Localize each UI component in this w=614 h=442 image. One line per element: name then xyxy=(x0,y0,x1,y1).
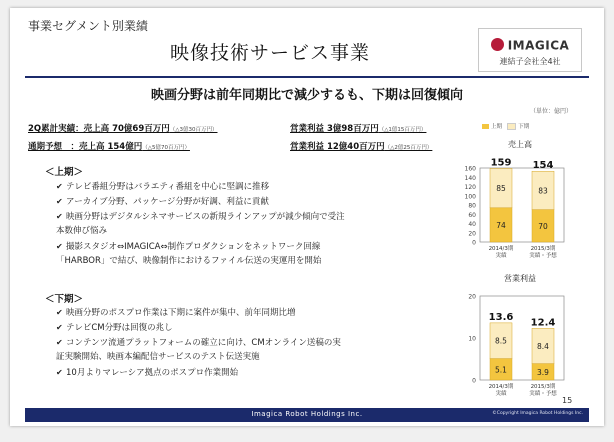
bullet-text: 本数伸び悩み xyxy=(56,226,108,236)
checkmark-icon: ✔ xyxy=(56,308,63,317)
bullet-text: 映画分野はデジタルシネマサービスの新規ラインアップが減少傾向で受注 xyxy=(66,212,345,222)
bullet-text: 撮影スタジオ⇔IMAGICA⇔制作プロダクションをネットワーク回線 xyxy=(66,242,321,252)
summary-q2-sales-note: （△3億30百万円） xyxy=(169,127,218,133)
checkmark-icon: ✔ xyxy=(56,212,63,221)
summary-fy-sales-note: （△5億70百万円） xyxy=(142,145,190,151)
page-number: 15 xyxy=(562,396,573,405)
headline: 映画分野は前年同期比で減少するも、下期は回復傾向 xyxy=(150,88,463,103)
checkmark-icon: ✔ xyxy=(56,323,63,332)
legend-second-swatch xyxy=(507,123,516,130)
bullet-text: テレビCM分野は回復の兆し xyxy=(66,323,173,333)
company-logo xyxy=(478,28,582,72)
legend-first-label: 上期 xyxy=(491,124,503,130)
bullet-text: アーカイブ分野、パッケージ分野が好調、利益に貢献 xyxy=(66,197,269,207)
summary-fy-op-note: （△2億25百万円） xyxy=(384,145,433,151)
header-divider xyxy=(25,76,589,78)
checkmark-icon: ✔ xyxy=(56,368,63,377)
chart-legend xyxy=(482,122,562,134)
y-tick-label: 0 xyxy=(472,239,476,247)
legend-first-swatch xyxy=(482,124,489,129)
bullet-text: 「HARBOR」で結び、映像制作におけるファイル伝送の実運用を開始 xyxy=(56,256,322,266)
sales-chart xyxy=(454,158,594,266)
bullet-item xyxy=(56,209,345,225)
y-tick-label: 40 xyxy=(468,221,476,228)
data-label-first-half: 3.9 xyxy=(537,367,549,377)
summary-fy-sales: 通期予想 ：売上高 154億円 xyxy=(28,142,143,152)
data-label-total: 154 xyxy=(532,160,554,172)
data-label-total: 13.6 xyxy=(488,311,514,323)
data-label-second-half: 8.4 xyxy=(537,341,549,351)
summary-fy-op xyxy=(290,140,432,152)
footer-bar xyxy=(25,408,589,422)
bullet-text: テレビ番組分野はバラエティ番組を中心に堅調に推移 xyxy=(66,182,270,192)
bullet-item xyxy=(56,320,173,336)
legend-second-label: 下期 xyxy=(518,124,530,130)
second-half-heading: ＜下期＞ xyxy=(45,294,84,305)
bullet-item-continuation xyxy=(56,254,321,269)
breadcrumb: 事業セグメント別業績 xyxy=(28,19,148,33)
summary-fy xyxy=(28,140,190,152)
imagica-logo-icon xyxy=(491,38,504,51)
data-label-second-half: 8.5 xyxy=(495,336,507,346)
category-label: 2015/3期実績・予想 xyxy=(529,246,557,259)
bullet-item-continuation xyxy=(56,224,107,239)
bullet-text: 証実験開始、映画本編配信サービスのテスト伝送実施 xyxy=(56,352,260,362)
footer-company: Imagica Robot Holdings Inc. xyxy=(251,410,363,418)
logo-name: IMAGICA xyxy=(507,38,570,53)
bullet-text: 映画分野のポスプロ作業は下期に案件が集中、前年同期比増 xyxy=(66,308,296,318)
data-label-total: 12.4 xyxy=(530,317,556,329)
bullet-item-continuation xyxy=(56,350,260,365)
bullet-item xyxy=(56,365,238,381)
y-tick-label: 100 xyxy=(464,193,476,201)
checkmark-icon: ✔ xyxy=(56,338,63,347)
data-label-second-half: 83 xyxy=(538,186,548,196)
data-label-total: 159 xyxy=(490,158,512,169)
bullet-item xyxy=(56,305,296,321)
y-tick-label: 0 xyxy=(472,377,476,385)
checkmark-icon: ✔ xyxy=(56,197,63,206)
summary-fy-op-profit: 営業利益 12億40百万円 xyxy=(290,142,385,152)
y-tick-label: 60 xyxy=(468,211,476,219)
category-label: 2014/3期実績 xyxy=(488,384,514,397)
category-label: 2015/3期実績・予想 xyxy=(529,384,557,397)
op-chart xyxy=(454,288,594,400)
first-half-heading: ＜上期＞ xyxy=(45,167,84,178)
y-tick-label: 140 xyxy=(464,174,476,182)
data-label-first-half: 5.1 xyxy=(495,365,507,375)
op-chart-title: 営業利益 xyxy=(504,274,536,283)
bullet-text: 10月よりマレーシア拠点のポスプロ作業開始 xyxy=(66,368,239,378)
data-label-second-half: 85 xyxy=(496,184,506,194)
data-label-first-half: 74 xyxy=(496,220,506,230)
bullet-text: コンテンツ流通プラットフォームの確立に向け、CMオンライン送稿の実 xyxy=(66,338,341,348)
bullet-item xyxy=(56,239,320,255)
y-tick-label: 120 xyxy=(464,184,476,191)
summary-q2-sales: 2Q累計実績：売上高 70億69百万円 xyxy=(28,124,170,134)
y-tick-label: 20 xyxy=(468,230,476,238)
summary-q2-op xyxy=(290,122,426,134)
bullet-item xyxy=(56,179,269,195)
data-label-first-half: 70 xyxy=(538,221,548,231)
bullet-item xyxy=(56,335,341,351)
summary-q2 xyxy=(28,122,218,134)
checkmark-icon: ✔ xyxy=(56,242,63,251)
unit-label: （単位：億円） xyxy=(530,108,573,115)
y-tick-label: 80 xyxy=(468,202,476,210)
bullet-item xyxy=(56,194,269,210)
sales-chart-title: 売上高 xyxy=(508,140,532,149)
y-tick-label: 160 xyxy=(464,165,476,173)
logo-subtitle: 連結子会社全4社 xyxy=(499,57,561,66)
summary-q2-op-note: （△1億15百万円） xyxy=(378,127,427,133)
summary-q2-op-profit: 営業利益 3億98百万円 xyxy=(290,124,379,134)
slide xyxy=(10,8,604,426)
y-tick-label: 10 xyxy=(468,335,476,343)
category-label: 2014/3期実績 xyxy=(488,246,514,259)
checkmark-icon: ✔ xyxy=(56,182,63,191)
page-title: 映像技術サービス事業 xyxy=(170,42,371,64)
y-tick-label: 20 xyxy=(468,293,476,301)
footer-copyright: ©Copyright Imagica Robot Holdings Inc. xyxy=(492,411,583,416)
